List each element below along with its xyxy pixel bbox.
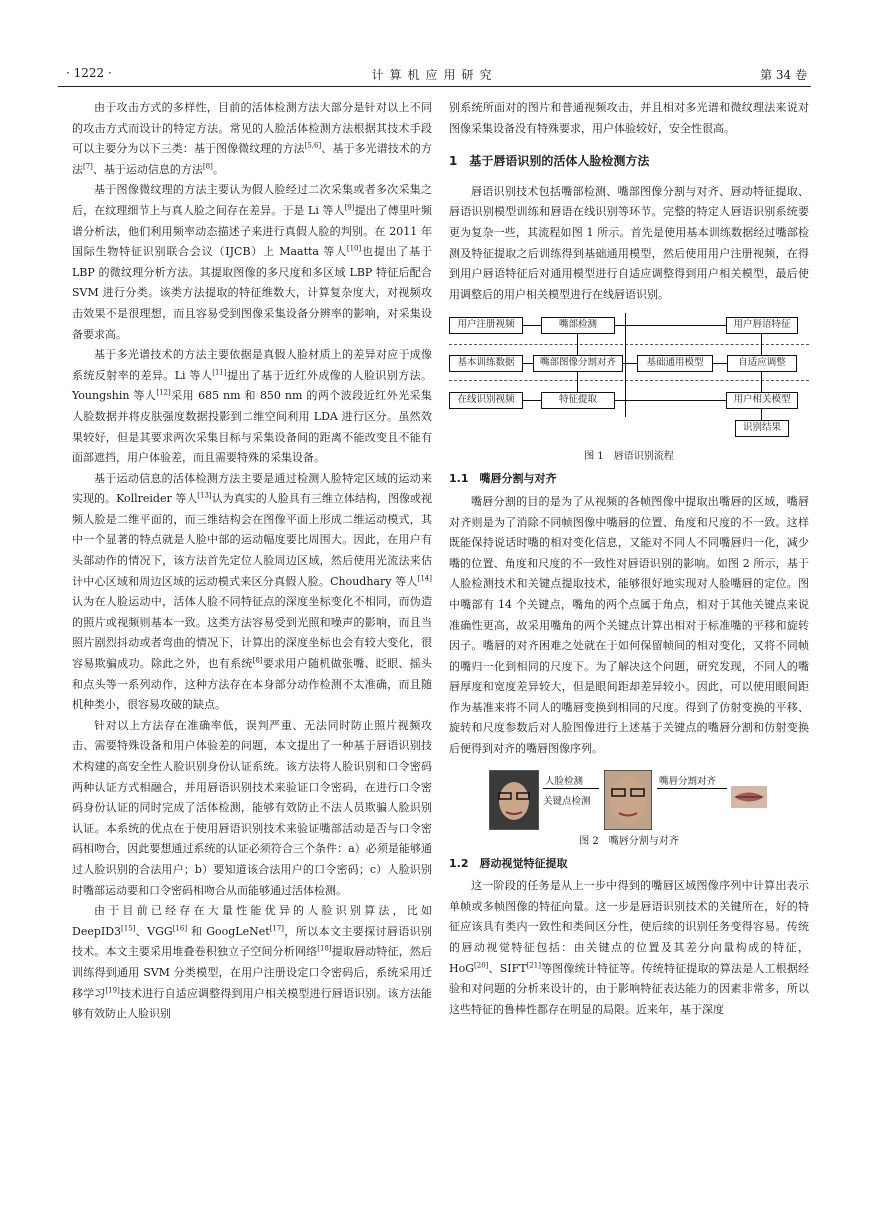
box-mouth-detection: 嘴部检测 [541, 317, 615, 334]
box-online-video: 在线识别视频 [449, 392, 523, 409]
face-crop [604, 770, 652, 830]
box-base-training-data: 基本训练数据 [449, 355, 523, 372]
subsection-heading: 1.2 唇动视觉特征提取 [449, 856, 568, 870]
paragraph: 基于运动信息的活体检测方法主要是通过检测人脸特定区域的运动来实现的。Kollreider 等人[13]认为真实的人脸具有三维立体结构，图像或视频人脸是二维平面的，而三维结构会在图像平面上形成二维运动模式，其中一个显著的特点就是人脸中部的运动幅度要比周围大。因此，在用户有头部动作的情况下，该方法首先定位人脸周边区域，然后使用光流法来估计中心区域和周边区域的运动模式来区分真假人脸。Choudhary 等人[14]认为在人脸运动中，活体人脸不同特征点的深度坐标变化不相同，而伪造的照片或视频则基本一致。这类方法容易受到光照和噪声的影响，而且当照片剧烈抖动或者弯曲的情况下，计算出的深度坐标也会有较大变化，很容易欺骗成功。除此之外，也有系统[8]要求用户随机做张嘴、眨眼、摇头和点头等一系列动作，这种方法存在本身部分动作检测不太准确，而且随机种类小，很容易攻破的缺点。 [72, 471, 433, 712]
connector [614, 400, 726, 401]
figure-2-caption: 图 2 嘴唇分割与对齐 [579, 835, 679, 847]
paragraph: 针对以上方法存在准确率低，误判严重、无法同时防止照片视频攻击、需要特殊设备和用户体验差的问题，本文提出了一种基于唇语识别技术构建的高安全性人脸识别身份认证系统。该方法将人脸识别和口令密码两种认证方式相融合，并用唇语识别技术来验证口令密码，在进行口令密码身份认证的同时完成了活体检测，能够有效防止不法人员欺骗人脸识别认证。本系统的优点在于使用唇语识别技术来验证嘴部活动是否与口令密码相吻合，因此要想通过系统的认证必须符合三个条件：a）必须是能够通过人脸识别的合法用户；b）要知道该合法用户的口令密码；c）人脸识别时嘴部运动要和口令密码相吻合从而能够通过活体检测。 [72, 718, 432, 897]
connector [761, 333, 762, 355]
connector [523, 400, 541, 401]
volume-number: 第 34 卷 [760, 68, 807, 82]
connector [625, 313, 626, 417]
figure-1-caption: 图 1 唇语识别流程 [584, 451, 674, 463]
face-photo [489, 770, 539, 830]
paragraph: 由于目前已经存在大量性能优异的人脸识别算法，比如 DeepID3[15]、VGG[16] 和 GoogLeNet[17]，所以本文主要探讨唇语识别技术。本文主要采用堆叠卷积独立子空间分析网络[18]提取唇动特征，然后训练得到通用 SVM 分类模型，在用户注册设定口令密码后，系统采用迁移学习[19]技术进行自适应调整得到用户相关模型进行唇语识别。该方法能够有效防止人脸识别 [72, 904, 433, 1021]
arrow [543, 788, 599, 789]
label-face-detect: 人脸检测 [545, 775, 584, 787]
arrow [657, 788, 727, 789]
page-number: · 1222 · [66, 66, 112, 80]
paragraph: 别系统所面对的图片和普通视频攻击，并且相对多光谱和微纹理法来说对图像采集设备没有特殊要求，用户体验较好，安全性很高。 [449, 101, 809, 135]
connector [614, 325, 726, 326]
paragraph: 由于攻击方式的多样性，目前的活体检测方法大部分是针对以上不同的攻击方式而设计的特定方法。常见的人脸活体检测方法根据其技术手段可以主要分为以下三类：基于图像微纹理的方法[5,6]、基于多光谱技术的方法[7]、基于运动信息的方法[8]。 [72, 101, 433, 176]
page-header [58, 62, 811, 87]
box-base-general-model: 基础通用模型 [637, 355, 713, 372]
box-user-register-video: 用户注册视频 [449, 317, 523, 334]
paragraph: 基于图像微纹理的方法主要认为假人脸经过二次采集或者多次采集之后，在纹理细节上与真人脸之间存在差异。于是 Li 等人[9]提出了傅里叶频谱分析法，他们利用频率动态描述子来进行真假人脸的判别。在 2011 年国际生物特征识别联合会议（IJCB）上 Maatta 等人[10]也提出了基于 LBP 的微纹理分析方法。其提取图像的多尺度和多区域 LBP 特征后配合 SVM 进行分类。该类方法提取的特征维数大，计算复杂度大，对视频攻击效果不是很理想，而且容易受到图像采集设备分辨率的影响，对采集设备要求高。 [72, 183, 433, 341]
label-lip-seg-align: 嘴唇分割对齐 [659, 775, 717, 787]
paragraph: 唇语识别技术包括嘴部检测、嘴部图像分割与对齐、唇动特征提取、唇语识别模型训练和唇语在线识别等环节。完整的特定人唇语识别系统要更为复杂一些，其流程如图 1 所示。首先是使用基本训练数据经过嘴部检测及特征提取之后训练得到基础通用模型，然后使用用户注册视频，在得到用户唇语特征后对通用模型进行自适应调整得到用户相关模型，最后使用调整后的用户相关模型进行在线唇语识别。 [449, 184, 809, 301]
box-adaptive-adjust: 自适应调整 [727, 355, 797, 372]
left-column [72, 98, 432, 1025]
connector [761, 371, 762, 393]
box-user-lip-feature: 用户唇语特征 [726, 317, 798, 334]
connector [621, 363, 637, 364]
label-keypoint-detect: 关键点检测 [543, 795, 591, 807]
connector [577, 371, 578, 393]
section-heading: 1 基于唇语识别的活体人脸检测方法 [449, 154, 650, 169]
paragraph: 嘴唇分割的目的是为了从视频的各帧图像中提取出嘴唇的区域，嘴唇对齐则是为了消除不同帧图像中嘴唇的位置、角度和尺度的不一致。这样既能保持说话时嘴的相对变化信息，又能对不同人不同嘴唇归一化，减少嘴的位置、角度和尺度的不一致性对唇语识别的影响。如图 2 所示，基于人脸检测技术和关键点提取技术，能够很好地实现对人脸嘴唇的定位。图中嘴部有 14 个关键点，嘴角的两个点属于角点，相对于其他关键点来说准确性更高，故采用嘴角的两个关键点计算出相对于标准嘴的平移和旋转因子。嘴唇的对齐困难之处就在于如何保留帧间的相对变化，又将不同帧的嘴归一化到相同的尺度下。为了解决这个问题，研究发现，不同人的嘴唇厚度和宽度差异较大，但是眼间距却差异较小。因此，可以使用眼间距作为基准来将不同人的嘴唇变换到相同的尺度。得到了仿射变换的平移、旋转和尺度参数后对人脸图像进行上述基于关键点的嘴唇分割和仿射变换后便得到对齐的嘴唇图像序列。 [449, 494, 809, 756]
box-mouth-segmentation: 嘴部图像分割对齐 [533, 355, 623, 372]
figure-1-flowchart [449, 313, 809, 447]
connector [577, 333, 578, 355]
journal-title: 计算机应用研究 [371, 68, 498, 82]
paragraph: 基于多光谱技术的方法主要依据是真假人脸材质上的差异对应于成像系统反射率的差异。Li 等人[11]提出了基于近红外成像的人脸识别方法。Youngshin 等人[12]采用 685 nm 和 850 nm 的两个波段近红外光采集人脸数据并将皮肤强度数据投影到二维空间利用 LDA 进行区分。虽然效果较好，但是其要求两次采集目标与采集设备间的距离不能改变且不能有面部遮挡，用户体验差，而且需要特殊的采集设备。 [72, 348, 433, 465]
connector [761, 408, 762, 420]
dashed-divider [449, 344, 809, 345]
dashed-divider [449, 380, 809, 381]
right-column [449, 98, 809, 1020]
box-recognition-result: 识别结果 [735, 420, 789, 437]
lip-crop [731, 786, 767, 808]
box-user-model: 用户相关模型 [726, 392, 798, 409]
connector [523, 325, 541, 326]
paragraph: 这一阶段的任务是从上一步中得到的嘴唇区域图像序列中计算出表示单帧或多帧图像的特征向量。这一步是唇语识别技术的关键所在，好的特征应该具有类内一致性和类间区分性，使后续的识别任务变得容易。传统的唇动视觉特征包括：由关键点的位置及其差分向量构成的特征，HoG[20]、SIFT[21]等图像统计特征等。传统特征提取的算法是人工根据经验和对问题的分析来设计的，由于影响特征表达能力的因素非常多，所以这些特征的鲁棒性都存在明显的局限。近来年，基于深度 [449, 879, 809, 1016]
figure-2-lip-pipeline [449, 768, 809, 832]
subsection-heading: 1.1 嘴唇分割与对齐 [449, 472, 557, 486]
connector [523, 363, 533, 364]
box-feature-extraction: 特征提取 [541, 392, 615, 409]
connector [713, 363, 727, 364]
